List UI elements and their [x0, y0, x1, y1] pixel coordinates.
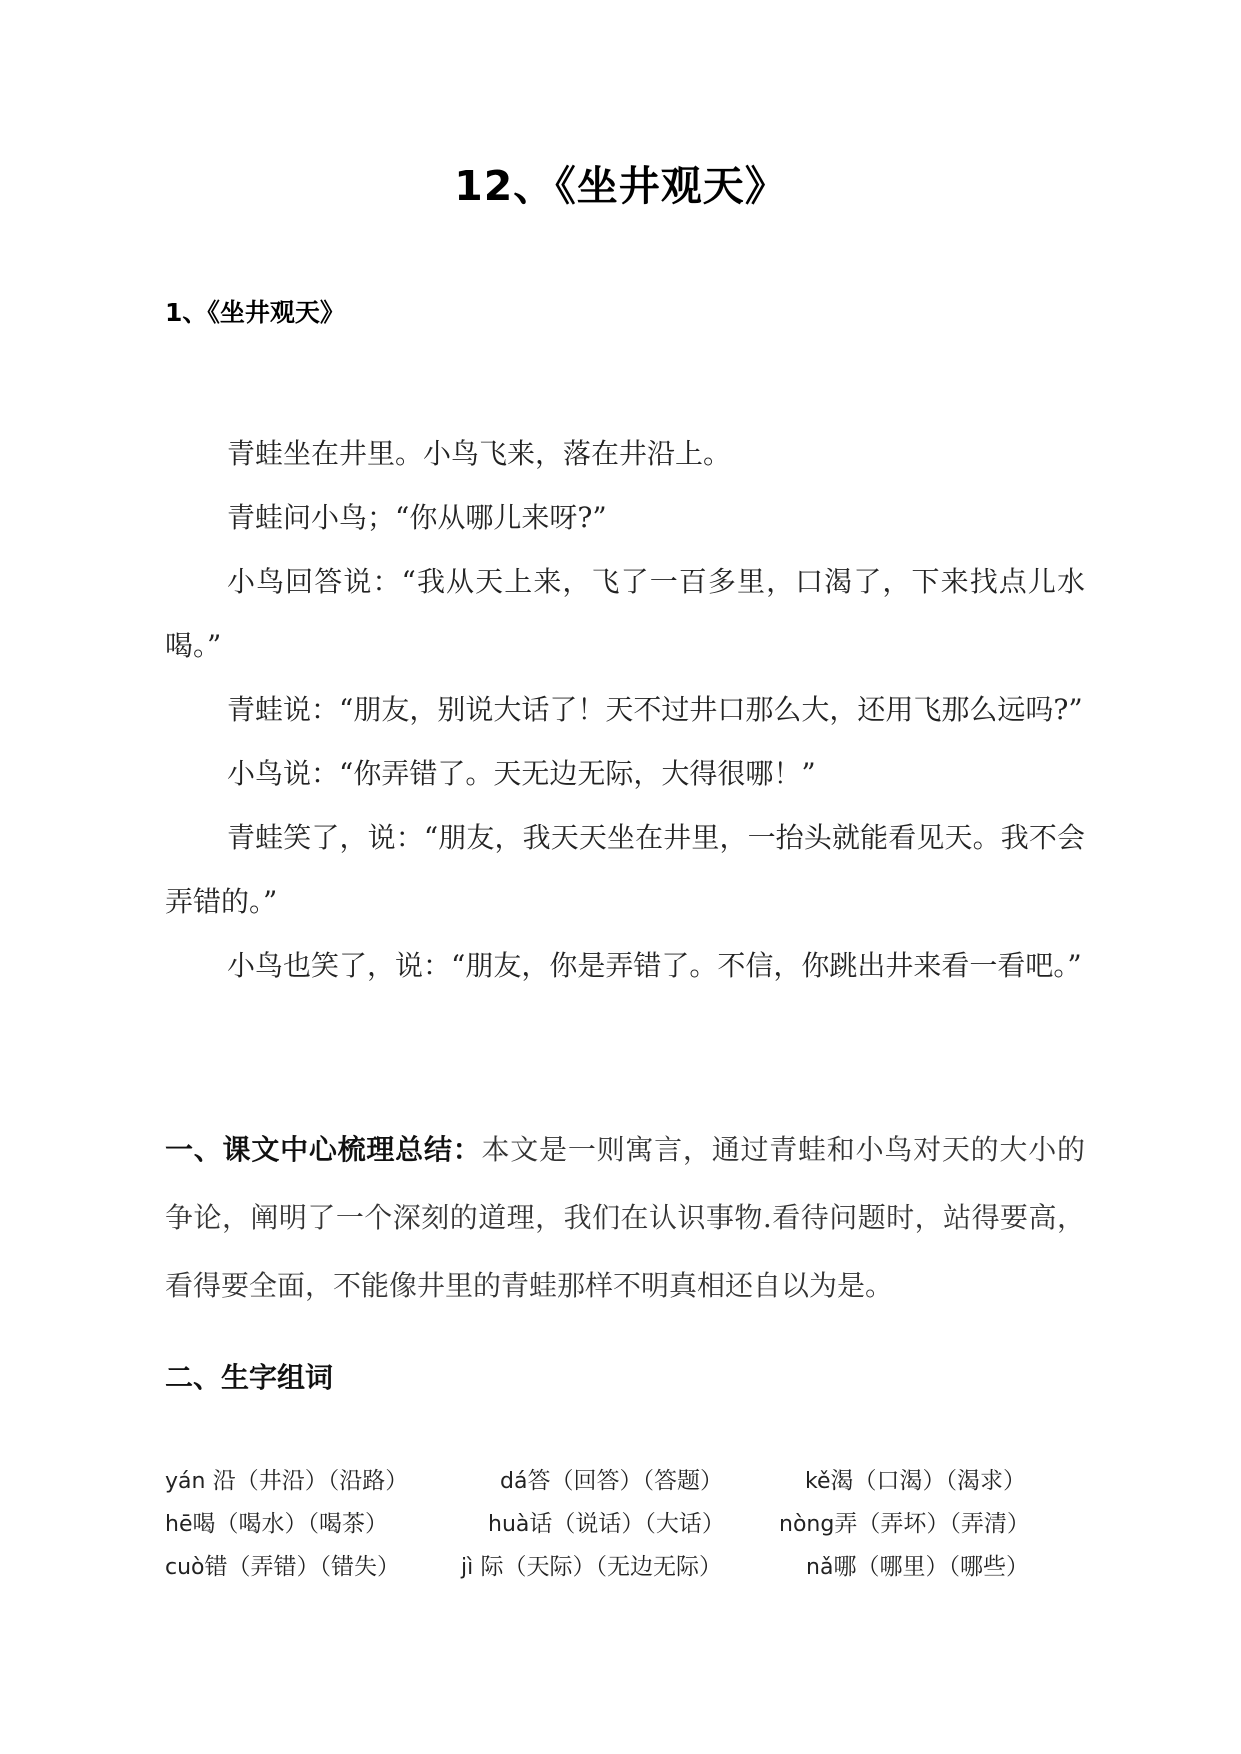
pinyin: huà: [488, 1512, 530, 1537]
vocabulary-heading: 二、生字组词: [165, 1361, 334, 1394]
story-paragraph: 小鸟说：“你弄错了。天无边无际，大得很哪！”: [227, 757, 816, 790]
word-text: 答（回答）（答题）: [527, 1468, 723, 1494]
pinyin: cuò: [165, 1555, 205, 1580]
vocabulary-list: [165, 1460, 1085, 1589]
story-paragraph: 青蛙笑了，说：“朋友，我天天坐在井里，一抬头就能看见天。我不会弄错的。”: [165, 821, 1085, 918]
vocabulary-item: [488, 1503, 725, 1546]
word-text: 喝（喝水）（喝茶）: [192, 1511, 388, 1537]
word-text: 际（天际）（无边无际）: [473, 1554, 723, 1580]
vocabulary-item: [805, 1460, 1026, 1503]
vocabulary-item: [165, 1503, 388, 1546]
word-text: 话（说话）（大话）: [529, 1511, 725, 1537]
summary-section: [165, 1116, 1085, 1320]
story-paragraph: 小鸟回答说：“我从天上来，飞了一百多里，口渴了，下来找点儿水喝。”: [165, 565, 1085, 662]
story-paragraph: 小鸟也笑了，说：“朋友，你是弄错了。不信，你跳出井来看一看吧。”: [227, 949, 1082, 982]
pinyin: hē: [165, 1512, 193, 1537]
story-text: [165, 422, 1085, 998]
vocabulary-row: [165, 1503, 1085, 1546]
story-paragraph: 青蛙坐在井里。小鸟飞来，落在井沿上。: [227, 437, 732, 470]
story-paragraph: 青蛙说：“朋友，别说大话了！天不过井口那么大，还用飞那么远吗?”: [227, 693, 1083, 726]
vocabulary-row: [165, 1460, 1085, 1503]
document-title: 12、《坐井观天》: [454, 162, 787, 210]
word-text: 沿（井沿）（沿路）: [205, 1468, 409, 1494]
pinyin: nǎ: [806, 1555, 834, 1580]
pinyin: nòng: [779, 1512, 835, 1537]
vocabulary-item: [806, 1546, 1029, 1589]
vocabulary-item: [461, 1546, 722, 1589]
vocabulary-item: [165, 1460, 408, 1503]
word-text: 渴（口渴）（渴求）: [830, 1468, 1026, 1494]
pinyin: kě: [805, 1469, 831, 1494]
vocabulary-item: [500, 1460, 723, 1503]
summary-label: 一、课文中心梳理总结：: [165, 1133, 482, 1166]
word-text: 错（弄错）（错失）: [204, 1554, 400, 1580]
word-text: 弄（弄坏）（弄清）: [834, 1511, 1030, 1537]
word-text: 哪（哪里）（哪些）: [833, 1554, 1029, 1580]
pinyin: dá: [500, 1469, 528, 1494]
pinyin: yán: [165, 1469, 206, 1494]
story-paragraph: 青蛙问小鸟；“你从哪儿来呀?”: [227, 501, 607, 534]
vocabulary-item: [165, 1546, 400, 1589]
vocabulary-item: [779, 1503, 1030, 1546]
summary-text: 本文是一则寓言，通过青蛙和小鸟对天的大小的争论，阐明了一个深刻的道理，我们在认识事物.看待问题时，站得要高，看得要全面，不能像井里的青蛙那样不明真相还自以为是。: [165, 1133, 1085, 1302]
pinyin: jì: [461, 1555, 474, 1580]
vocabulary-row: [165, 1546, 1085, 1589]
lesson-subtitle: 1、《坐井观天》: [165, 298, 345, 327]
